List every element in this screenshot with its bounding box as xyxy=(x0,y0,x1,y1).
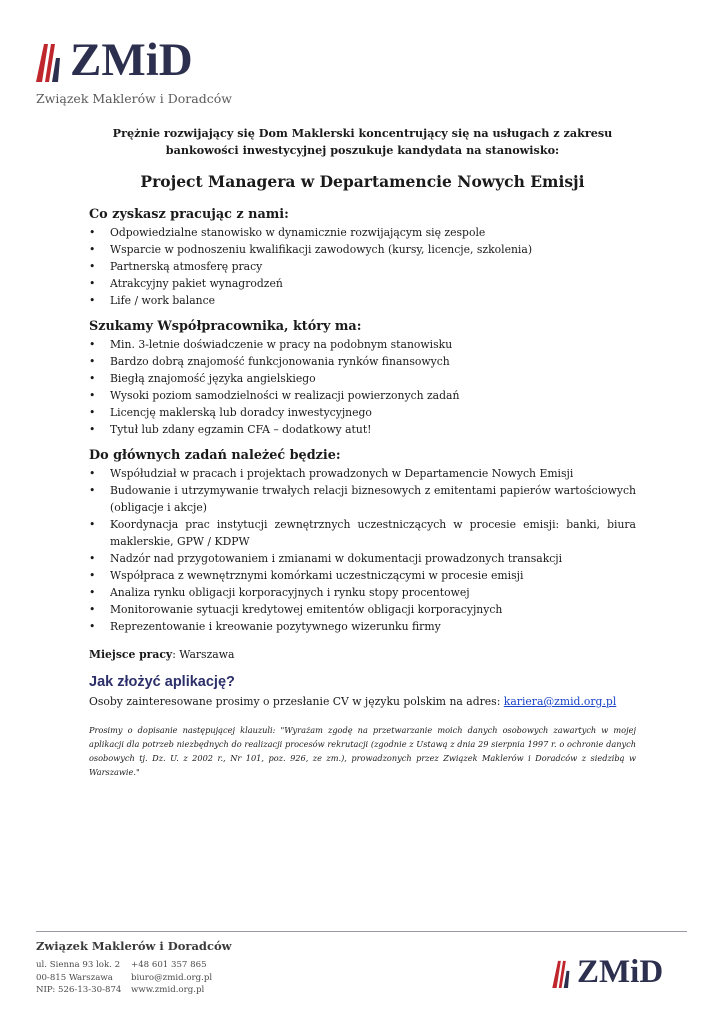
footer-phone: +48 601 357 865 xyxy=(131,960,207,970)
list-item: • Analiza rynku obligacji korporacyjnych i rynku stopy procentowej xyxy=(89,584,636,601)
footer-email[interactable]: biuro@zmid.org.pl xyxy=(131,972,213,983)
list-item: • Partnerską atmosferę pracy xyxy=(89,258,636,275)
address-line: NIP: 526-13-30-874 xyxy=(36,985,122,995)
list-item: • Licencję maklerską lub doradcy inwestycyjnego xyxy=(89,404,636,421)
job-title: Project Managera w Departamencie Nowych Emisji xyxy=(140,172,585,191)
section-benefits xyxy=(89,206,636,309)
address-line: 00-815 Warszawa xyxy=(36,972,113,983)
list-item: • Bardzo dobrą znajomość funkcjonowania rynków finansowych xyxy=(89,353,636,370)
location-value: Warszawa xyxy=(179,648,235,661)
footer-contact xyxy=(36,959,212,997)
location-label: Miejsce pracy xyxy=(89,648,173,661)
section-heading: Co zyskasz pracując z nami: xyxy=(89,207,289,222)
bullet-list xyxy=(89,336,636,438)
list-item: • Odpowiedzialne stanowisko w dynamicznie rozwijającym się zespole xyxy=(89,224,636,241)
logo-subtitle: Związek Maklerów i Doradców xyxy=(36,91,232,106)
list-item: • Reprezentowanie i kreowanie pozytywnego wizerunku firmy xyxy=(89,618,636,635)
footer-logo xyxy=(552,956,663,988)
list-item: • Life / work balance xyxy=(89,292,636,309)
section-heading: Do głównych zadań należeć będzie: xyxy=(89,448,341,463)
apply-heading: Jak złożyć aplikację? xyxy=(89,674,235,690)
intro-text: Prężnie rozwijający się Dom Maklerski koncentrujący się na usługach z zakresu bankowości inwestycyjnej poszukuje kandydata na stanowisko: xyxy=(112,126,613,157)
list-item: • Wsparcie w podnoszeniu kwalifikacji zawodowych (kursy, licencje, szkolenia) xyxy=(89,241,636,258)
footer-logo-wordmark: ZMiD xyxy=(577,954,664,990)
job-offer-content xyxy=(89,206,636,779)
logo-wordmark: ZMiD xyxy=(70,34,193,86)
list-item: • Budowanie i utrzymywanie trwałych relacji biznesowych z emitentami papierów wartościowych (obligacje i akcje) xyxy=(89,482,636,516)
footer-address xyxy=(36,959,131,997)
list-item: • Współudział w pracach i projektach prowadzonych w Departamencie Nowych Emisji xyxy=(89,465,636,482)
footer-website[interactable]: www.zmid.org.pl xyxy=(131,985,205,995)
zmid-logo-mark-icon xyxy=(36,40,66,82)
apply-text: Osoby zainteresowane prosimy o przesłanie CV w języku polskim na adres: xyxy=(89,695,504,708)
apply-instructions xyxy=(89,693,636,710)
section-heading: Szukamy Współpracownika, który ma: xyxy=(89,319,362,334)
section-requirements xyxy=(89,318,636,438)
footer-org-name: Związek Maklerów i Doradców xyxy=(36,939,232,953)
list-item: • Min. 3-letnie doświadczenie w pracy na podobnym stanowisku xyxy=(89,336,636,353)
apply-email-link[interactable]: kariera@zmid.org.pl xyxy=(503,695,617,708)
list-item: • Współpraca z wewnętrznymi komórkami uczestniczącymi w procesie emisji xyxy=(89,567,636,584)
bullet-list xyxy=(89,465,636,635)
list-item: • Atrakcyjny pakiet wynagrodzeń xyxy=(89,275,636,292)
list-item: • Monitorowanie sytuacji kredytowej emitentów obligacji korporacyjnych xyxy=(89,601,636,618)
list-item: • Nadzór nad przygotowaniem i zmianami w dokumentacji prowadzonych transakcji xyxy=(89,550,636,567)
bullet-list xyxy=(89,224,636,309)
footer-divider xyxy=(36,931,687,932)
address-line: ul. Sienna 93 lok. 2 xyxy=(36,960,121,970)
section-responsibilities xyxy=(89,447,636,635)
list-item: • Tytuł lub zdany egzamin CFA – dodatkowy atut! xyxy=(89,421,636,438)
gdpr-clause: Prosimy o dopisanie następującej klauzuli: "Wyrażam zgodę na przetwarzanie moich danych osobowych zawartych w mojej aplikacji dla potrzeb niezbędnych do realizacji procesów rekrutacji (zgodnie z Ustawą z dnia 29 sierpnia 1997 r. o ochronie danych osobowych tj. Dz. U. z 2002 r., Nr 101, poz. 926, ze zm.), prowadzonych przez Związek Maklerów i Doradców z siedzibą w Warszawie." xyxy=(89,725,636,777)
work-location: Miejsce pracy: Warszawa xyxy=(89,648,235,661)
header-logo xyxy=(36,34,232,106)
footer-contact-info xyxy=(131,959,212,997)
list-item: • Wysoki poziom samodzielności w realizacji powierzonych zadań xyxy=(89,387,636,404)
zmid-logo-mark-icon xyxy=(552,958,574,988)
list-item: • Koordynacja prac instytucji zewnętrznych uczestniczących w procesie emisji: banki, biura maklerskie, GPW / KDPW xyxy=(89,516,636,550)
list-item: • Biegłą znajomość języka angielskiego xyxy=(89,370,636,387)
